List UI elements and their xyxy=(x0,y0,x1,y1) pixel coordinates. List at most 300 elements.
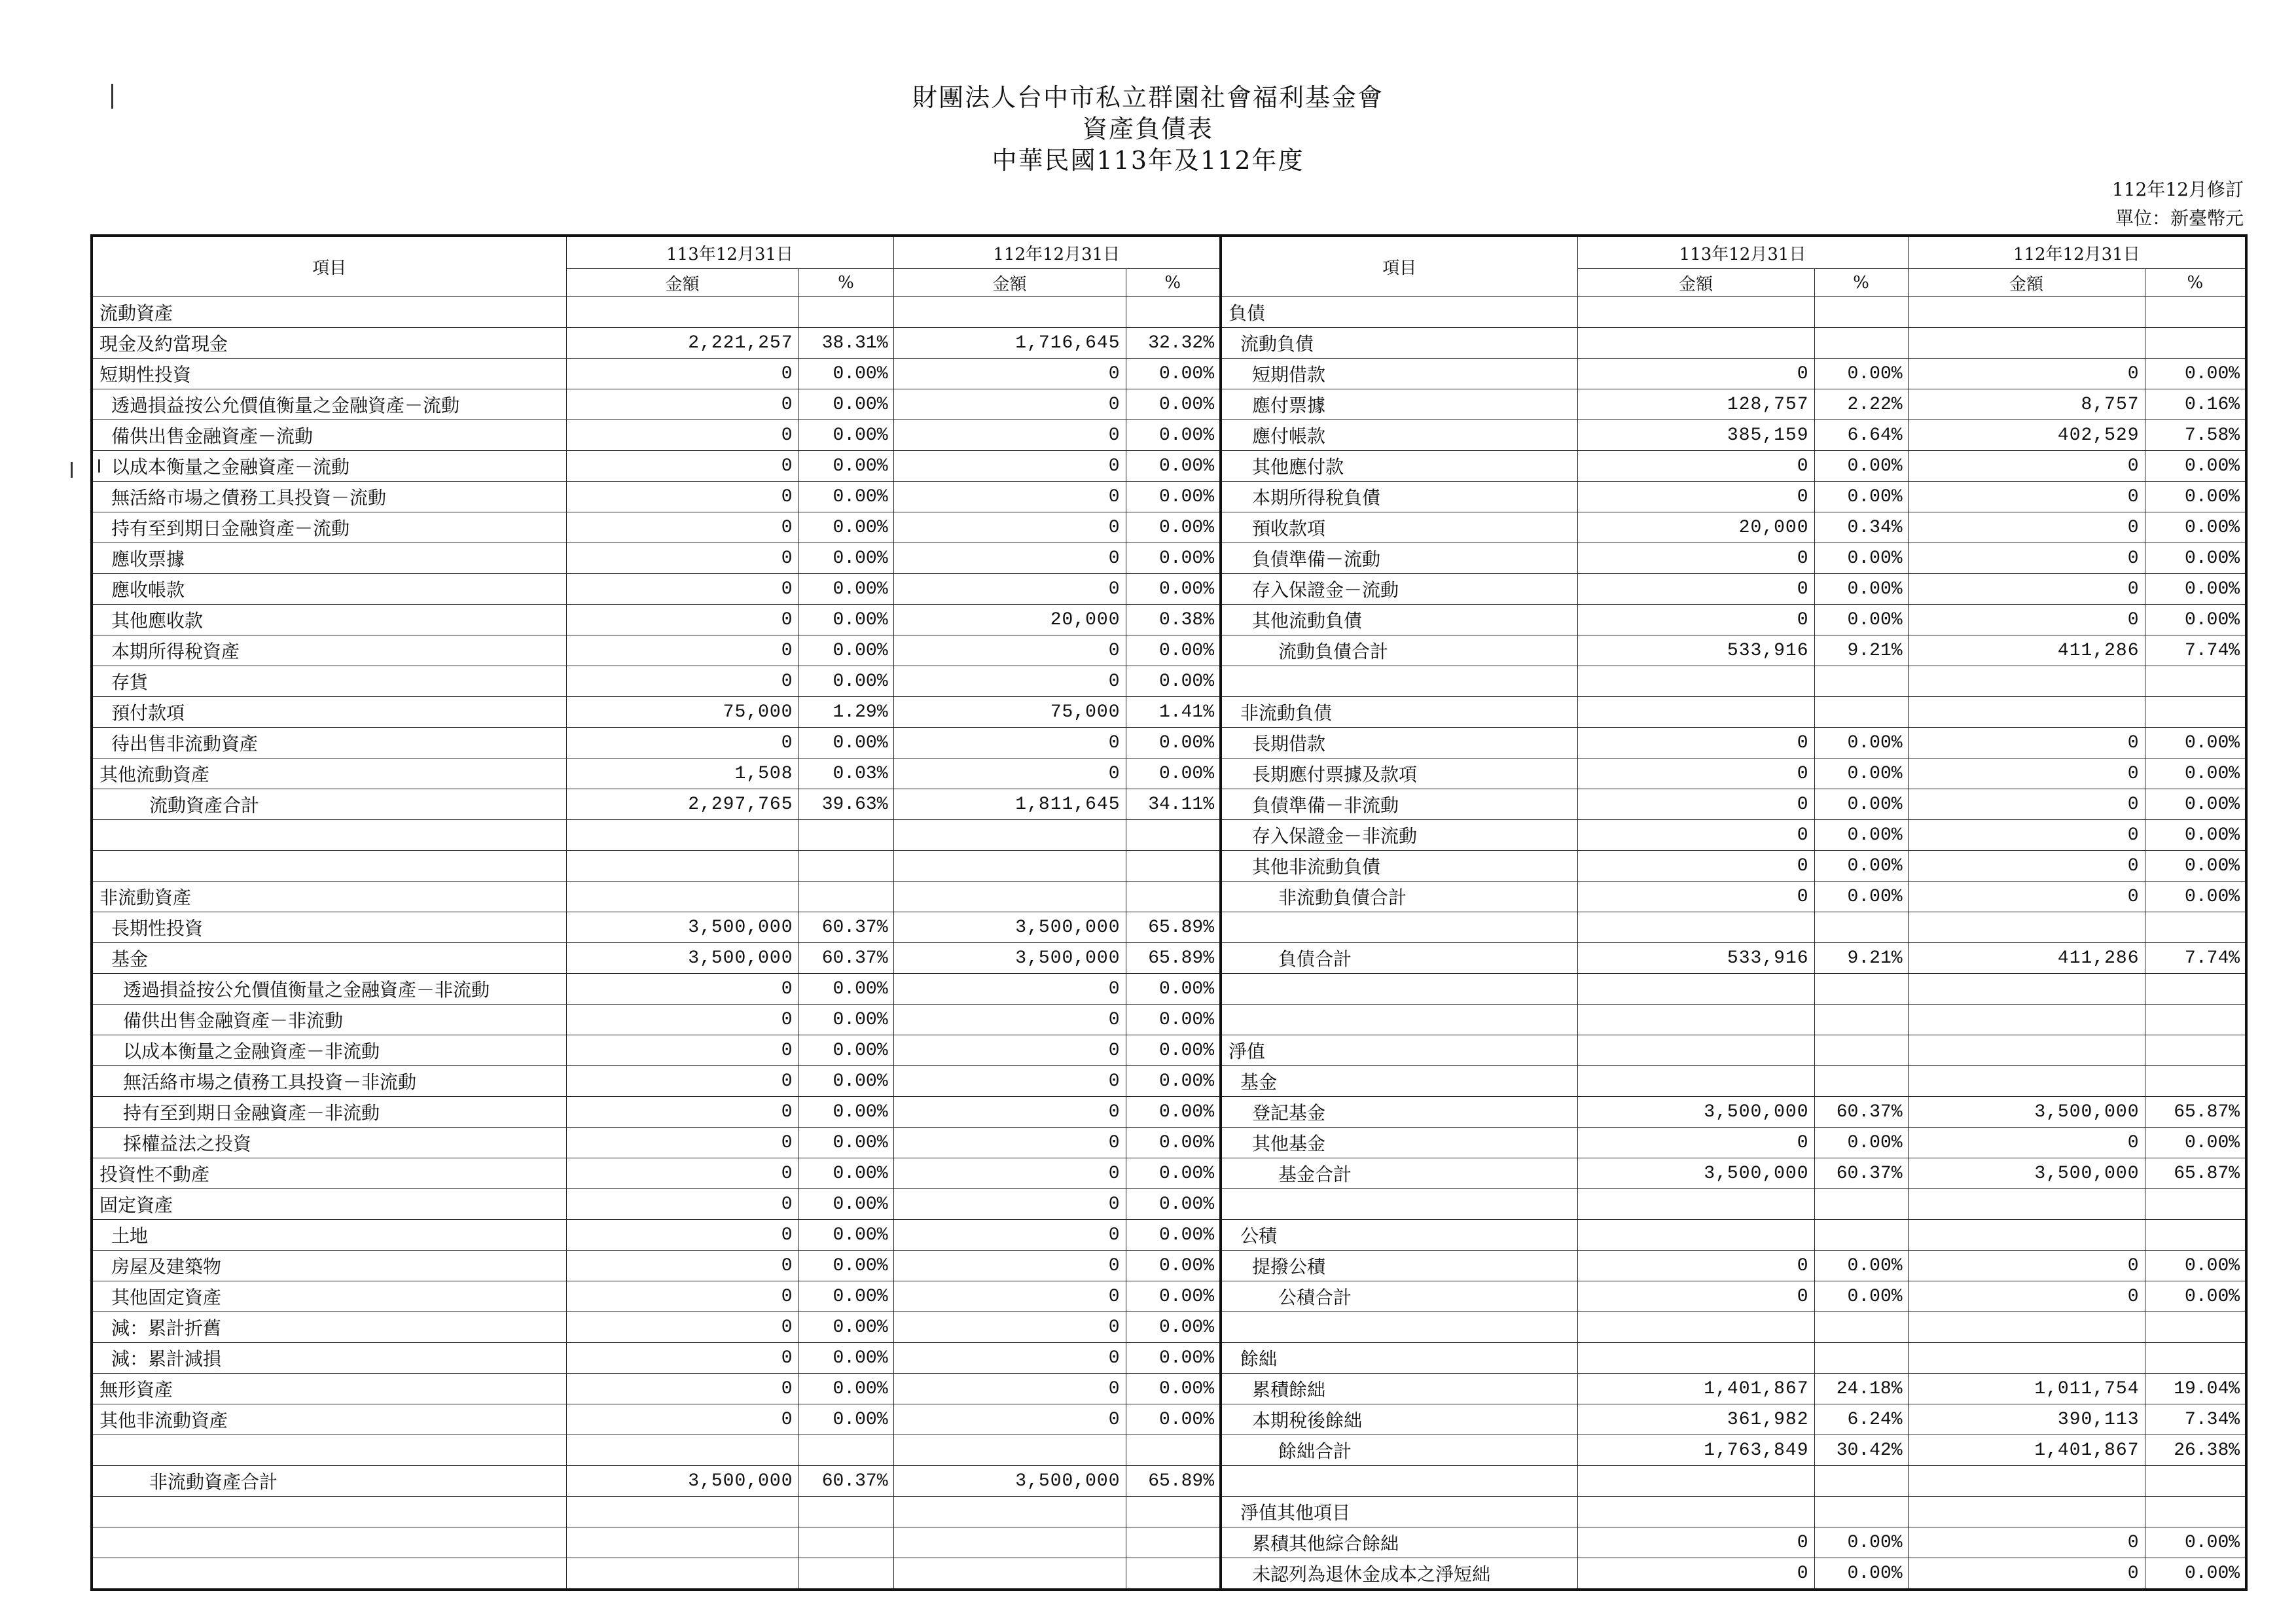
asset-percent-current xyxy=(798,1527,893,1558)
asset-percent-prior: 0.00% xyxy=(1126,1281,1221,1312)
asset-percent-prior: 65.89% xyxy=(1126,1466,1221,1497)
table-row xyxy=(92,789,2246,820)
liability-amount-current xyxy=(1577,666,1814,697)
liability-amount-current xyxy=(1577,1312,1814,1343)
asset-percent-prior: 0.00% xyxy=(1126,666,1221,697)
amount-header: 金額 xyxy=(1908,269,2145,297)
table-row xyxy=(92,820,2246,851)
liability-item: 累積其他綜合餘絀 xyxy=(1221,1527,1577,1558)
asset-item-header: 項目 xyxy=(92,236,566,297)
asset-percent-current: 0.00% xyxy=(798,1128,893,1158)
table-row xyxy=(92,697,2246,728)
liability-amount-prior: 0 xyxy=(1908,728,2145,758)
table-row xyxy=(92,1435,2246,1466)
asset-amount-current xyxy=(566,1527,798,1558)
liability-percent-current: 0.00% xyxy=(1814,1128,1908,1158)
liability-percent-current: 0.00% xyxy=(1814,789,1908,820)
asset-item: 投資性不動產 xyxy=(92,1158,566,1189)
liability-amount-current xyxy=(1577,1497,1814,1527)
liability-percent-current xyxy=(1814,297,1908,328)
asset-item: 無形資產 xyxy=(92,1374,566,1404)
liability-amount-prior: 1,401,867 xyxy=(1908,1435,2145,1466)
asset-amount-prior: 0 xyxy=(893,1005,1126,1035)
liability-percent-prior xyxy=(2145,974,2246,1005)
liability-item: 公積合計 xyxy=(1221,1281,1577,1312)
asset-item: 其他流動資產 xyxy=(92,758,566,789)
liability-percent-prior: 26.38% xyxy=(2145,1435,2246,1466)
asset-amount-current: 2,221,257 xyxy=(566,328,798,359)
report-period: 中華民國113年及112年度 xyxy=(992,146,1304,175)
asset-percent-prior: 0.00% xyxy=(1126,758,1221,789)
asset-percent-current: 0.00% xyxy=(798,1158,893,1189)
asset-item: 長期性投資 xyxy=(92,912,566,943)
table-row xyxy=(92,451,2246,482)
liability-percent-current xyxy=(1814,666,1908,697)
asset-amount-prior: 0 xyxy=(893,1097,1126,1128)
liability-amount-prior xyxy=(1908,1189,2145,1220)
asset-percent-current: 0.00% xyxy=(798,1404,893,1435)
asset-amount-prior xyxy=(893,1497,1126,1527)
asset-item: 待出售非流動資產 xyxy=(92,728,566,758)
asset-amount-current: 0 xyxy=(566,1343,798,1374)
liability-percent-prior xyxy=(2145,1189,2246,1220)
liability-amount-current: 128,757 xyxy=(1577,389,1814,420)
liability-amount-current: 0 xyxy=(1577,605,1814,635)
scan-artifact xyxy=(111,84,113,109)
liability-amount-current: 0 xyxy=(1577,482,1814,512)
asset-percent-current xyxy=(798,1435,893,1466)
liability-amount-current: 0 xyxy=(1577,1527,1814,1558)
liability-percent-current xyxy=(1814,974,1908,1005)
liability-amount-current: 0 xyxy=(1577,574,1814,605)
liability-amount-prior xyxy=(1908,974,2145,1005)
asset-amount-current: 0 xyxy=(566,1158,798,1189)
table-row xyxy=(92,943,2246,974)
liability-percent-prior xyxy=(2145,697,2246,728)
liability-percent-prior: 0.00% xyxy=(2145,1128,2246,1158)
asset-amount-current: 0 xyxy=(566,512,798,543)
liability-percent-prior: 0.00% xyxy=(2145,1527,2246,1558)
liability-amount-prior: 0 xyxy=(1908,512,2145,543)
liability-percent-prior: 0.00% xyxy=(2145,482,2246,512)
liability-item: 長期應付票據及款項 xyxy=(1221,758,1577,789)
liability-percent-current: 0.34% xyxy=(1814,512,1908,543)
table-row xyxy=(92,758,2246,789)
liability-percent-prior xyxy=(2145,1066,2246,1097)
liability-amount-prior xyxy=(1908,297,2145,328)
liability-amount-prior: 0 xyxy=(1908,758,2145,789)
asset-amount-current: 0 xyxy=(566,1374,798,1404)
asset-percent-prior: 0.00% xyxy=(1126,974,1221,1005)
liability-amount-current: 0 xyxy=(1577,851,1814,882)
asset-amount-current: 0 xyxy=(566,1312,798,1343)
liability-amount-current: 3,500,000 xyxy=(1577,1158,1814,1189)
liability-percent-prior: 0.00% xyxy=(2145,851,2246,882)
table-row xyxy=(92,1158,2246,1189)
table-row xyxy=(92,1189,2246,1220)
asset-item: 非流動資產合計 xyxy=(92,1466,566,1497)
liability-percent-current: 0.00% xyxy=(1814,1251,1908,1281)
liability-item: 負債 xyxy=(1221,297,1577,328)
liability-percent-current: 6.24% xyxy=(1814,1404,1908,1435)
asset-percent-prior xyxy=(1126,1497,1221,1527)
liability-percent-prior xyxy=(2145,1005,2246,1035)
asset-percent-prior xyxy=(1126,820,1221,851)
table-row xyxy=(92,328,2246,359)
table-row xyxy=(92,543,2246,574)
asset-amount-prior xyxy=(893,297,1126,328)
table-row xyxy=(92,974,2246,1005)
liability-percent-current: 0.00% xyxy=(1814,1281,1908,1312)
liability-item: 其他流動負債 xyxy=(1221,605,1577,635)
asset-percent-current: 0.00% xyxy=(798,1189,893,1220)
asset-amount-current: 3,500,000 xyxy=(566,1466,798,1497)
liability-percent-current xyxy=(1814,1066,1908,1097)
amount-header: 金額 xyxy=(893,269,1126,297)
asset-amount-current: 75,000 xyxy=(566,697,798,728)
asset-amount-prior: 0 xyxy=(893,728,1126,758)
asset-amount-prior: 0 xyxy=(893,574,1126,605)
liability-amount-prior xyxy=(1908,912,2145,943)
liability-percent-current xyxy=(1814,1005,1908,1035)
liability-percent-current: 0.00% xyxy=(1814,851,1908,882)
liability-amount-prior: 0 xyxy=(1908,851,2145,882)
asset-amount-current: 0 xyxy=(566,482,798,512)
liability-percent-current xyxy=(1814,1343,1908,1374)
liability-item: 登記基金 xyxy=(1221,1097,1577,1128)
liability-percent-current: 0.00% xyxy=(1814,451,1908,482)
liability-item: 存入保證金－非流動 xyxy=(1221,820,1577,851)
liability-amount-prior: 3,500,000 xyxy=(1908,1158,2145,1189)
asset-amount-current xyxy=(566,1435,798,1466)
asset-amount-prior xyxy=(893,1558,1126,1590)
liability-percent-prior: 0.00% xyxy=(2145,789,2246,820)
asset-amount-prior: 0 xyxy=(893,974,1126,1005)
liability-amount-prior xyxy=(1908,1220,2145,1251)
liability-amount-current: 3,500,000 xyxy=(1577,1097,1814,1128)
liability-item xyxy=(1221,1005,1577,1035)
asset-percent-prior xyxy=(1126,297,1221,328)
liability-item: 提撥公積 xyxy=(1221,1251,1577,1281)
liability-amount-prior xyxy=(1908,697,2145,728)
table-row xyxy=(92,635,2246,666)
liability-amount-prior: 1,011,754 xyxy=(1908,1374,2145,1404)
liability-amount-current xyxy=(1577,328,1814,359)
liability-item: 其他非流動負債 xyxy=(1221,851,1577,882)
asset-percent-current: 0.00% xyxy=(798,482,893,512)
liability-amount-current xyxy=(1577,697,1814,728)
liability-item xyxy=(1221,666,1577,697)
liability-amount-prior: 3,500,000 xyxy=(1908,1097,2145,1128)
liability-item: 流動負債合計 xyxy=(1221,635,1577,666)
asset-percent-current: 39.63% xyxy=(798,789,893,820)
liability-amount-current xyxy=(1577,912,1814,943)
asset-item: 以成本衡量之金融資產－非流動 xyxy=(92,1035,566,1066)
liability-percent-current xyxy=(1814,328,1908,359)
asset-percent-current: 0.00% xyxy=(798,666,893,697)
asset-percent-current: 38.31% xyxy=(798,328,893,359)
liability-amount-prior xyxy=(1908,666,2145,697)
liability-percent-current xyxy=(1814,1220,1908,1251)
liability-percent-current: 60.37% xyxy=(1814,1158,1908,1189)
liability-amount-current xyxy=(1577,974,1814,1005)
asset-percent-prior: 0.00% xyxy=(1126,1404,1221,1435)
asset-percent-prior: 1.41% xyxy=(1126,697,1221,728)
asset-percent-current: 1.29% xyxy=(798,697,893,728)
asset-percent-current: 0.00% xyxy=(798,1251,893,1281)
asset-percent-prior: 0.00% xyxy=(1126,1097,1221,1128)
table-row xyxy=(92,1097,2246,1128)
liability-percent-prior: 0.00% xyxy=(2145,758,2246,789)
asset-amount-current xyxy=(566,1497,798,1527)
asset-amount-prior: 0 xyxy=(893,1220,1126,1251)
table-row xyxy=(92,297,2246,328)
asset-item: 透過損益按公允價值衡量之金融資產－非流動 xyxy=(92,974,566,1005)
asset-percent-prior: 65.89% xyxy=(1126,943,1221,974)
liability-item: 基金合計 xyxy=(1221,1158,1577,1189)
asset-amount-prior: 0 xyxy=(893,1404,1126,1435)
asset-percent-prior xyxy=(1126,851,1221,882)
asset-amount-prior: 0 xyxy=(893,635,1126,666)
liability-item: 存入保證金－流動 xyxy=(1221,574,1577,605)
liability-percent-current: 30.42% xyxy=(1814,1435,1908,1466)
asset-percent-current: 60.37% xyxy=(798,1466,893,1497)
asset-item: 其他非流動資產 xyxy=(92,1404,566,1435)
asset-percent-current: 0.00% xyxy=(798,728,893,758)
liability-item: 短期借款 xyxy=(1221,359,1577,389)
report-title: 資產負債表 xyxy=(1082,115,1213,143)
liability-percent-current xyxy=(1814,1497,1908,1527)
percent-header: % xyxy=(1814,269,1908,297)
liability-amount-current: 0 xyxy=(1577,1558,1814,1590)
liability-amount-current: 1,763,849 xyxy=(1577,1435,1814,1466)
asset-percent-prior: 0.00% xyxy=(1126,1312,1221,1343)
asset-percent-prior: 0.00% xyxy=(1126,482,1221,512)
liability-percent-current: 0.00% xyxy=(1814,543,1908,574)
asset-amount-current: 1,508 xyxy=(566,758,798,789)
asset-percent-current: 0.00% xyxy=(798,451,893,482)
asset-amount-current: 0 xyxy=(566,1404,798,1435)
asset-percent-current: 0.00% xyxy=(798,635,893,666)
asset-percent-current xyxy=(798,851,893,882)
asset-amount-current: 0 xyxy=(566,543,798,574)
asset-amount-current: 0 xyxy=(566,1066,798,1097)
asset-amount-prior: 0 xyxy=(893,666,1126,697)
asset-amount-prior: 1,811,645 xyxy=(893,789,1126,820)
liability-amount-current: 0 xyxy=(1577,359,1814,389)
liability-amount-current xyxy=(1577,1005,1814,1035)
liability-item: 應付票據 xyxy=(1221,389,1577,420)
asset-amount-prior: 0 xyxy=(893,1374,1126,1404)
asset-amount-current xyxy=(566,851,798,882)
asset-amount-prior: 3,500,000 xyxy=(893,1466,1126,1497)
asset-amount-current xyxy=(566,882,798,912)
asset-amount-prior: 75,000 xyxy=(893,697,1126,728)
asset-percent-prior: 32.32% xyxy=(1126,328,1221,359)
liability-percent-current: 9.21% xyxy=(1814,943,1908,974)
asset-current-date-header: 113年12月31日 xyxy=(566,236,893,269)
asset-percent-prior: 0.00% xyxy=(1126,1066,1221,1097)
asset-item: 現金及約當現金 xyxy=(92,328,566,359)
liability-percent-prior: 7.74% xyxy=(2145,943,2246,974)
asset-percent-prior: 0.00% xyxy=(1126,574,1221,605)
liability-percent-prior: 0.00% xyxy=(2145,1558,2246,1590)
liability-amount-prior: 8,757 xyxy=(1908,389,2145,420)
asset-amount-prior: 0 xyxy=(893,1158,1126,1189)
revision-note: 112年12月修訂 xyxy=(2111,179,2244,200)
asset-item: 以成本衡量之金融資產－流動 xyxy=(92,451,566,482)
asset-item xyxy=(92,1435,566,1466)
asset-amount-prior: 0 xyxy=(893,389,1126,420)
liability-amount-current xyxy=(1577,1189,1814,1220)
liability-amount-current: 0 xyxy=(1577,789,1814,820)
liability-item xyxy=(1221,1312,1577,1343)
table-row xyxy=(92,1466,2246,1497)
asset-percent-current: 0.00% xyxy=(798,1374,893,1404)
asset-amount-current: 0 xyxy=(566,666,798,697)
liability-amount-prior: 411,286 xyxy=(1908,943,2145,974)
asset-percent-prior: 0.00% xyxy=(1126,512,1221,543)
liability-item: 流動負債 xyxy=(1221,328,1577,359)
liability-amount-current xyxy=(1577,1035,1814,1066)
liability-percent-current xyxy=(1814,1312,1908,1343)
table-row xyxy=(92,1497,2246,1527)
liability-percent-current xyxy=(1814,1189,1908,1220)
liability-percent-current: 0.00% xyxy=(1814,728,1908,758)
asset-amount-prior: 0 xyxy=(893,1343,1126,1374)
table-row xyxy=(92,574,2246,605)
liability-item: 預收款項 xyxy=(1221,512,1577,543)
liability-amount-prior: 0 xyxy=(1908,605,2145,635)
asset-percent-current: 60.37% xyxy=(798,943,893,974)
asset-percent-current xyxy=(798,1558,893,1590)
liability-percent-prior: 19.04% xyxy=(2145,1374,2246,1404)
asset-percent-prior xyxy=(1126,882,1221,912)
liability-amount-prior: 0 xyxy=(1908,789,2145,820)
liability-amount-prior: 390,113 xyxy=(1908,1404,2145,1435)
liability-percent-current: 9.21% xyxy=(1814,635,1908,666)
asset-percent-current: 60.37% xyxy=(798,912,893,943)
liability-amount-prior xyxy=(1908,1005,2145,1035)
asset-amount-current: 0 xyxy=(566,1097,798,1128)
asset-percent-current xyxy=(798,820,893,851)
liability-amount-current xyxy=(1577,297,1814,328)
asset-amount-current xyxy=(566,297,798,328)
liability-percent-current: 24.18% xyxy=(1814,1374,1908,1404)
liability-amount-current: 0 xyxy=(1577,820,1814,851)
table-row xyxy=(92,1035,2246,1066)
liability-item: 累積餘絀 xyxy=(1221,1374,1577,1404)
asset-amount-prior: 0 xyxy=(893,543,1126,574)
asset-amount-prior xyxy=(893,1435,1126,1466)
liability-percent-prior: 0.00% xyxy=(2145,605,2246,635)
liability-amount-prior xyxy=(1908,1497,2145,1527)
liability-item: 淨值 xyxy=(1221,1035,1577,1066)
asset-item: 其他應收款 xyxy=(92,605,566,635)
liability-percent-current xyxy=(1814,1466,1908,1497)
liability-item: 基金 xyxy=(1221,1066,1577,1097)
asset-amount-prior xyxy=(893,882,1126,912)
asset-amount-prior: 0 xyxy=(893,1251,1126,1281)
percent-header: % xyxy=(2145,269,2246,297)
liability-item xyxy=(1221,1189,1577,1220)
asset-percent-prior xyxy=(1126,1527,1221,1558)
asset-percent-current: 0.00% xyxy=(798,574,893,605)
table-row xyxy=(92,1220,2246,1251)
asset-item: 採權益法之投資 xyxy=(92,1128,566,1158)
asset-amount-prior: 3,500,000 xyxy=(893,943,1126,974)
asset-item: 存貨 xyxy=(92,666,566,697)
liability-amount-prior: 0 xyxy=(1908,543,2145,574)
liability-item: 負債合計 xyxy=(1221,943,1577,974)
liability-percent-prior xyxy=(2145,1312,2246,1343)
liability-item: 負債準備－非流動 xyxy=(1221,789,1577,820)
liability-amount-prior: 0 xyxy=(1908,1558,2145,1590)
liability-item: 餘絀合計 xyxy=(1221,1435,1577,1466)
asset-item: 基金 xyxy=(92,943,566,974)
liability-percent-current: 0.00% xyxy=(1814,882,1908,912)
liability-item: 本期稅後餘絀 xyxy=(1221,1404,1577,1435)
liability-amount-prior: 0 xyxy=(1908,574,2145,605)
liability-amount-current: 361,982 xyxy=(1577,1404,1814,1435)
asset-item: 短期性投資 xyxy=(92,359,566,389)
asset-amount-prior xyxy=(893,851,1126,882)
amount-header: 金額 xyxy=(1577,269,1814,297)
table-row xyxy=(92,1312,2246,1343)
liability-item xyxy=(1221,974,1577,1005)
liability-amount-prior xyxy=(1908,1066,2145,1097)
liability-item: 淨值其他項目 xyxy=(1221,1497,1577,1527)
table-row xyxy=(92,1527,2246,1558)
liability-percent-prior: 0.00% xyxy=(2145,451,2246,482)
asset-percent-prior: 65.89% xyxy=(1126,912,1221,943)
asset-percent-current: 0.00% xyxy=(798,543,893,574)
asset-item: 本期所得稅資產 xyxy=(92,635,566,666)
liability-percent-prior: 0.00% xyxy=(2145,359,2246,389)
asset-item: 無活絡市場之債務工具投資－流動 xyxy=(92,482,566,512)
asset-item: 非流動資產 xyxy=(92,882,566,912)
liability-amount-prior: 0 xyxy=(1908,359,2145,389)
asset-percent-prior: 0.00% xyxy=(1126,420,1221,451)
asset-amount-prior: 0 xyxy=(893,420,1126,451)
asset-item: 應收票據 xyxy=(92,543,566,574)
liability-percent-prior: 0.00% xyxy=(2145,820,2246,851)
asset-item: 其他固定資產 xyxy=(92,1281,566,1312)
asset-item: 流動資產 xyxy=(92,297,566,328)
table-row xyxy=(92,1343,2246,1374)
table-row xyxy=(92,605,2246,635)
liability-percent-prior xyxy=(2145,297,2246,328)
liability-amount-current: 0 xyxy=(1577,451,1814,482)
table-row xyxy=(92,1251,2246,1281)
asset-amount-prior: 0 xyxy=(893,1189,1126,1220)
liability-amount-current: 385,159 xyxy=(1577,420,1814,451)
liability-amount-prior: 0 xyxy=(1908,1128,2145,1158)
asset-item: 固定資產 xyxy=(92,1189,566,1220)
liability-item: 負債準備－流動 xyxy=(1221,543,1577,574)
asset-percent-current: 0.00% xyxy=(798,1343,893,1374)
asset-percent-prior: 0.00% xyxy=(1126,1343,1221,1374)
liability-percent-current: 6.64% xyxy=(1814,420,1908,451)
liability-item: 本期所得稅負債 xyxy=(1221,482,1577,512)
liability-percent-prior: 0.16% xyxy=(2145,389,2246,420)
liability-amount-current xyxy=(1577,1466,1814,1497)
table-row xyxy=(92,389,2246,420)
liability-percent-prior: 7.74% xyxy=(2145,635,2246,666)
liability-percent-prior: 0.00% xyxy=(2145,882,2246,912)
liability-item: 非流動負債 xyxy=(1221,697,1577,728)
liability-percent-prior: 65.87% xyxy=(2145,1158,2246,1189)
